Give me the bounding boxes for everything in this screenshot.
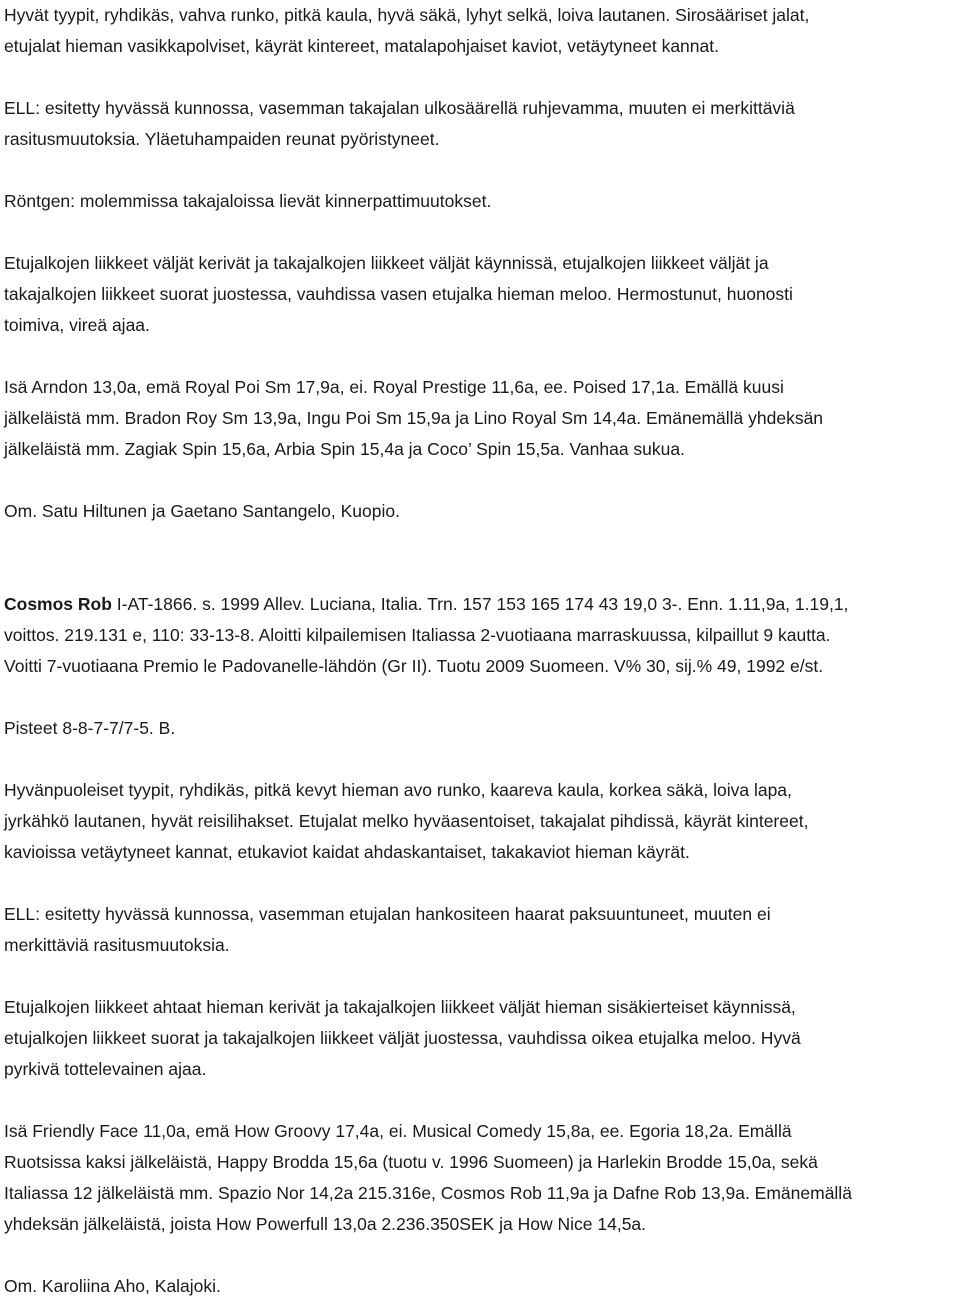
owner-paragraph xyxy=(4,496,956,527)
text-line: Italiassa 12 jälkeläistä mm. Spazio Nor 14,2a 215.316e, Cosmos Rob 11,9a ja Dafne Rob 13,9a. Emänemällä xyxy=(4,1183,852,1203)
text-line: voittos. 219.131 e, 110: 33-13-8. Aloitti kilpailemisen Italiassa 2-vuotiaana marraskuussa, kilpaillut 9 kautta. xyxy=(4,625,831,645)
text-line: yhdeksän jälkeläistä, joista How Powerfull 13,0a 2.236.350SEK ja How Nice 14,5a. xyxy=(4,1214,647,1234)
text-line: Ruotsissa kaksi jälkeläistä, Happy Brodda 15,6a (tuotu v. 1996 Suomeen) ja Harlekin Brodde 15,0a, sekä xyxy=(4,1152,818,1172)
text-line: jyrkähkö lautanen, hyvät reisilihakset. Etujalat melko hyväasentoiset, takajalat pihdissä, käyrät kintereet, xyxy=(4,811,809,831)
text-line: etujalkojen liikkeet suorat ja takajalkojen liikkeet väljät juostessa, vauhdissa oikea etujalka meloo. Hyvä xyxy=(4,1028,801,1048)
text-line: ELL: esitetty hyvässä kunnossa, vasemman etujalan hankositeen haarat paksuuntuneet, muuten ei xyxy=(4,904,771,924)
text-line: Voitti 7-vuotiaana Premio le Padovanelle-lähdön (Gr II). Tuotu 2009 Suomeen. V% 30, sij.% 49, 1992 e/st. xyxy=(4,656,824,676)
text-line: Hyvänpuoleiset tyypit, ryhdikäs, pitkä kevyt hieman avo runko, kaareva kaula, korkea säkä, loiva lapa, xyxy=(4,780,792,800)
text-line xyxy=(4,589,956,620)
owner-paragraph xyxy=(4,1271,956,1302)
pedigree-paragraph xyxy=(4,1116,956,1240)
text-line: rasitusmuutoksia. Yläetuhampaiden reunat pyöristyneet. xyxy=(4,129,440,149)
vet-inspection-paragraph xyxy=(4,93,956,155)
xray-paragraph xyxy=(4,186,956,217)
text-line: merkittäviä rasitusmuutoksia. xyxy=(4,935,230,955)
text-line: jälkeläistä mm. Bradon Roy Sm 13,9a, Ingu Poi Sm 15,9a ja Lino Royal Sm 14,4a. Emänemällä yhdeksän xyxy=(4,408,824,428)
pedigree-paragraph xyxy=(4,372,956,465)
text-line: Isä Friendly Face 11,0a, emä How Groovy 17,4a, ei. Musical Comedy 15,8a, ee. Egoria 18,2a. Emällä xyxy=(4,1121,792,1141)
horse-name: Cosmos Rob xyxy=(4,594,112,614)
text-line: toimiva, vireä ajaa. xyxy=(4,315,150,335)
text-line: Hyvät tyypit, ryhdikäs, vahva runko, pitkä kaula, hyvä säkä, lyhyt selkä, loiva lautanen. Sirosääriset jalat, xyxy=(4,5,810,25)
vet-inspection-paragraph xyxy=(4,899,956,961)
text-line: takajalkojen liikkeet suorat juostessa, vauhdissa vasen etujalka hieman meloo. Hermostunut, huonosti xyxy=(4,284,793,304)
score-paragraph xyxy=(4,713,956,744)
text-line: Isä Arndon 13,0a, emä Royal Poi Sm 17,9a, ei. Royal Prestige 11,6a, ee. Poised 17,1a. Emällä kuusi xyxy=(4,377,784,397)
text-line: Röntgen: molemmissa takajaloissa lievät kinnerpattimuutokset. xyxy=(4,191,492,211)
document-page xyxy=(4,0,956,1302)
text-line: Pisteet 8-8-7-7/7-5. B. xyxy=(4,718,176,738)
text-line: Om. Satu Hiltunen ja Gaetano Santangelo, Kuopio. xyxy=(4,501,400,521)
movement-paragraph xyxy=(4,248,956,341)
text-line: Etujalkojen liikkeet ahtaat hieman kerivät ja takajalkojen liikkeet väljät hieman sisäkierteiset käynnissä, xyxy=(4,997,796,1017)
text-line: Om. Karoliina Aho, Kalajoki. xyxy=(4,1276,221,1296)
text-line: Etujalkojen liikkeet väljät kerivät ja takajalkojen liikkeet väljät käynnissä, etujalkojen liikkeet väljät ja xyxy=(4,253,769,273)
horse-details: I-AT-1866. s. 1999 Allev. Luciana, Italia. Trn. 157 153 165 174 43 19,0 3-. Enn. 1.11,9a, 1.19,1, xyxy=(111,594,849,614)
conformation-paragraph xyxy=(4,0,956,62)
text-line: etujalat hieman vasikkapolviset, käyrät kintereet, matalapohjaiset kaviot, vetäytyneet kannat. xyxy=(4,36,719,56)
text-line: jälkeläistä mm. Zagiak Spin 15,6a, Arbia Spin 15,4a ja Coco’ Spin 15,5a. Vanhaa sukua. xyxy=(4,439,685,459)
movement-paragraph xyxy=(4,992,956,1085)
text-line: kavioissa vetäytyneet kannat, etukaviot kaidat ahdaskantaiset, takakaviot hieman käyrät. xyxy=(4,842,690,862)
horse-entry-paragraph xyxy=(4,589,956,682)
text-line: pyrkivä tottelevainen ajaa. xyxy=(4,1059,207,1079)
conformation-paragraph xyxy=(4,775,956,868)
text-line: ELL: esitetty hyvässä kunnossa, vasemman takajalan ulkosäärellä ruhjevamma, muuten ei merkittäviä xyxy=(4,98,795,118)
